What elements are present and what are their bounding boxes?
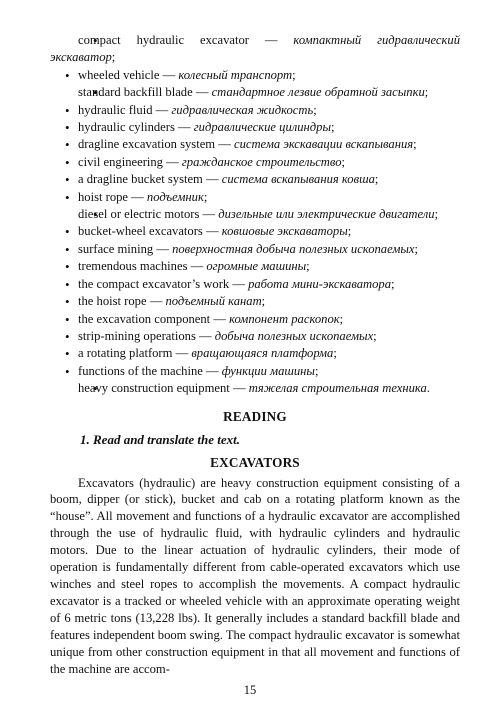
term-end: ; bbox=[306, 259, 310, 274]
dash: — bbox=[199, 207, 219, 222]
dash: — bbox=[146, 294, 166, 309]
dash: — bbox=[210, 311, 230, 326]
dash: — bbox=[229, 381, 249, 396]
dash: — bbox=[202, 363, 222, 378]
glossary-item bbox=[50, 171, 460, 188]
term-end: ; bbox=[414, 241, 419, 256]
term-ru: гидравлические цилиндры bbox=[193, 120, 331, 135]
term-en: strip-mining operations bbox=[78, 328, 196, 343]
term-en: the excavation component bbox=[78, 311, 211, 326]
term-en: hydraulic cylinders bbox=[78, 120, 175, 135]
term-ru: подъемник bbox=[146, 189, 204, 204]
page-content bbox=[50, 32, 460, 677]
dash: — bbox=[248, 33, 294, 47]
term-ru: дизельные или электрические двигатели bbox=[218, 207, 435, 222]
page-number: 15 bbox=[243, 683, 257, 697]
body-paragraph: Excavators (hydraulic) are heavy construction equipment consisting of a boom, dipper (or stick), bucket and cab on a rotating platform known as the “house”. All movement and functions of a hydraulic excavator are accomplished through the use of hydraulic fluid, with hydraulic cylinders and hydraulic motors. Due to the linear actuation of hydraulic cylinders, their mode of operation is fundamentally different from cable-operated excavators which use winches and steel ropes to accomplish the movements. A compact hydraulic excavator is a tracked or wheeled vehicle with an approximate operating weight of 6 metric tons (13,228 lbs). It generally includes a standard backfill blade and features independent boom swing. The compact hydraulic excavator is somewhat unique from other construction equipment in that all movement and functions of the machine are accom- bbox=[50, 475, 460, 676]
term-en: civil engineering bbox=[78, 154, 163, 169]
term-en: functions of the machine bbox=[78, 363, 203, 378]
term-end: ; bbox=[391, 276, 395, 291]
glossary-item bbox=[50, 380, 460, 397]
dash: — bbox=[192, 85, 212, 100]
term-en: hoist rope bbox=[78, 189, 129, 204]
glossary-item bbox=[50, 363, 460, 380]
term-en: the compact excavator’s work bbox=[78, 276, 230, 291]
term-end: ; bbox=[341, 154, 345, 169]
term-ru: подъемный канат bbox=[165, 294, 262, 309]
term-end: ; bbox=[330, 120, 335, 135]
glossary-item bbox=[50, 84, 460, 101]
term-en: the hoist rope bbox=[78, 294, 147, 309]
term-ru: компактный гидравлический экскаватор bbox=[50, 33, 461, 65]
glossary-item bbox=[50, 328, 460, 345]
term-end: ; bbox=[347, 224, 352, 239]
dash: — bbox=[172, 346, 192, 361]
term-end: ; bbox=[333, 346, 337, 361]
term-end: ; bbox=[373, 328, 377, 343]
dash: — bbox=[215, 137, 234, 152]
term-end: ; bbox=[314, 363, 319, 378]
dash: — bbox=[202, 172, 222, 187]
term-end: ; bbox=[374, 172, 379, 187]
term-end: ; bbox=[313, 102, 317, 117]
term-ru: гражданское строительство bbox=[181, 154, 342, 169]
term-end: ; bbox=[339, 311, 344, 326]
term-end: ; bbox=[292, 67, 296, 82]
term-ru: гидравлическая жидкость bbox=[171, 102, 314, 117]
glossary-item bbox=[50, 311, 460, 328]
dash: — bbox=[202, 224, 222, 239]
glossary-item bbox=[50, 136, 460, 153]
term-ru: колесный транспорт bbox=[178, 67, 293, 82]
term-end: ; bbox=[111, 50, 116, 65]
section-heading: READING bbox=[223, 408, 287, 424]
glossary-item bbox=[50, 154, 460, 171]
glossary-item bbox=[50, 258, 460, 275]
term-ru: компонент раскопок bbox=[229, 311, 340, 326]
term-ru: добыча полезных ископаемых bbox=[214, 328, 374, 343]
glossary-item bbox=[50, 206, 460, 223]
dash: — bbox=[152, 102, 172, 117]
term-end: ; bbox=[203, 189, 208, 204]
glossary-item bbox=[50, 276, 460, 293]
glossary-item bbox=[50, 293, 460, 310]
task-instruction: 1. Read and translate the text. bbox=[80, 431, 240, 447]
dash: — bbox=[174, 120, 194, 135]
glossary-list bbox=[50, 32, 460, 398]
term-ru: поверхностная добыча полезных ископаемых bbox=[172, 241, 415, 256]
term-end: . bbox=[426, 381, 430, 396]
term-en: diesel or electric motors bbox=[78, 207, 200, 222]
dash: — bbox=[162, 154, 182, 169]
glossary-item bbox=[50, 119, 460, 136]
term-ru: функции машины bbox=[221, 363, 315, 378]
term-en: a dragline bucket system bbox=[78, 172, 203, 187]
dash: — bbox=[153, 241, 173, 256]
term-ru: ковшовые экскаваторы bbox=[221, 224, 348, 239]
term-en: dragline excavation system bbox=[78, 137, 216, 152]
glossary-item bbox=[50, 241, 460, 258]
term-end: ; bbox=[261, 294, 266, 309]
term-en: heavy construction equipment bbox=[78, 381, 230, 396]
dash: — bbox=[195, 328, 215, 343]
term-en: hydraulic fluid bbox=[78, 102, 153, 117]
term-end: ; bbox=[424, 85, 429, 100]
glossary-item bbox=[50, 345, 460, 362]
term-en: bucket-wheel excavators bbox=[78, 224, 203, 239]
term-en: surface mining bbox=[78, 241, 154, 256]
term-end: ; bbox=[434, 207, 439, 222]
glossary-item bbox=[50, 223, 460, 240]
term-ru: тяжелая строительная техника bbox=[248, 381, 427, 396]
glossary-item bbox=[50, 102, 460, 119]
term-ru: огромные машины bbox=[206, 259, 307, 274]
term-ru: стандартное лезвие обратной засыпки bbox=[211, 85, 425, 100]
dash: — bbox=[128, 189, 147, 204]
term-ru: работа мини-экскаватора bbox=[248, 276, 391, 291]
term-en: tremendous machines bbox=[78, 259, 188, 274]
text-title: EXCAVATORS bbox=[210, 454, 300, 470]
term-en: wheeled vehicle bbox=[78, 67, 160, 82]
glossary-item bbox=[50, 32, 460, 67]
term-en: a rotating platform bbox=[78, 346, 173, 361]
term-en: compact hydraulic excavator bbox=[78, 33, 249, 47]
glossary-item bbox=[50, 189, 460, 206]
dash: — bbox=[159, 67, 179, 82]
term-ru: вращающаяся платформа bbox=[191, 346, 334, 361]
term-ru: система вскапывания ковша bbox=[221, 172, 375, 187]
dash: — bbox=[229, 276, 249, 291]
term-en: standard backfill blade bbox=[78, 85, 193, 100]
glossary-item bbox=[50, 67, 460, 84]
term-ru: система экскавации вскапывания bbox=[233, 137, 414, 152]
dash: — bbox=[187, 259, 207, 274]
term-end: ; bbox=[413, 137, 417, 152]
